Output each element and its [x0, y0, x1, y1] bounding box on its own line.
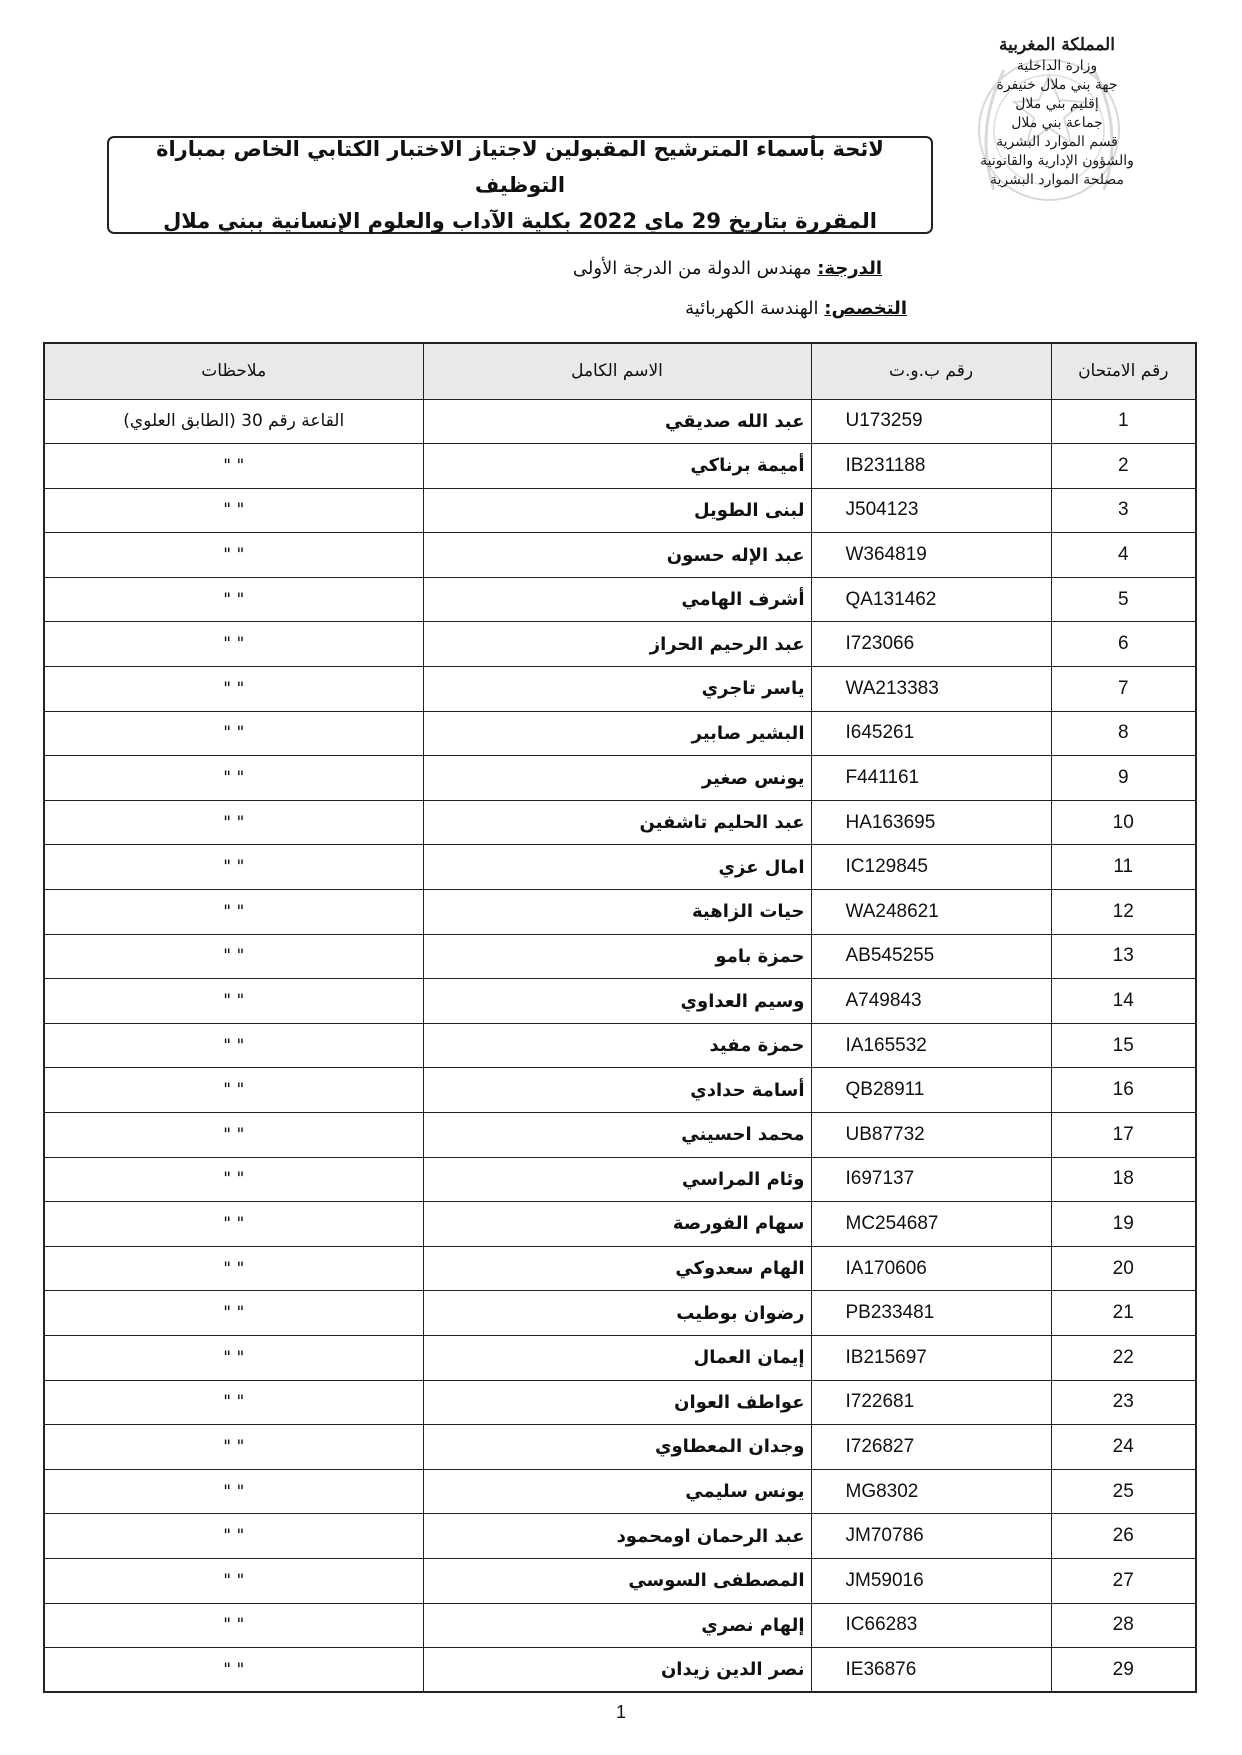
- cell-exam-number: 9: [1051, 756, 1196, 801]
- table-row: [44, 1514, 1196, 1559]
- header-line-province: إقليم بني ملال: [1015, 96, 1099, 112]
- cell-id-number: U173259: [811, 399, 1051, 444]
- cell-id-number: MC254687: [811, 1202, 1051, 1247]
- table-row: [44, 444, 1196, 489]
- header-line-region: جهة بني ملال خنيفرة: [996, 77, 1118, 93]
- cell-full-name: نصر الدين زيدان: [423, 1648, 811, 1693]
- cell-id-number: MG8302: [811, 1469, 1051, 1514]
- table-row: [44, 890, 1196, 935]
- cell-notes: " ": [44, 1425, 423, 1470]
- table-row: [44, 1291, 1196, 1336]
- cell-full-name: محمد احسيني: [423, 1113, 811, 1158]
- cell-exam-number: 5: [1051, 577, 1196, 622]
- cell-full-name: ياسر تاجري: [423, 667, 811, 712]
- cell-id-number: IE36876: [811, 1648, 1051, 1693]
- table-row: [44, 711, 1196, 756]
- cell-exam-number: 19: [1051, 1202, 1196, 1247]
- table-row: [44, 1648, 1196, 1693]
- table-row: [44, 1068, 1196, 1113]
- cell-full-name: يونس صغير: [423, 756, 811, 801]
- cell-exam-number: 24: [1051, 1425, 1196, 1470]
- cell-id-number: F441161: [811, 756, 1051, 801]
- cell-full-name: أميمة برناكي: [423, 444, 811, 489]
- cell-notes: " ": [44, 1648, 423, 1693]
- cell-notes: " ": [44, 1603, 423, 1648]
- table-row: [44, 1558, 1196, 1603]
- table-row: [44, 845, 1196, 890]
- table-row: [44, 399, 1196, 444]
- cell-notes: " ": [44, 1469, 423, 1514]
- cell-id-number: J504123: [811, 488, 1051, 533]
- header-line-ministry: وزارة الداخلية: [1016, 58, 1098, 74]
- cell-full-name: وسيم العداوي: [423, 979, 811, 1024]
- specialty-line: [685, 298, 907, 319]
- cell-exam-number: 26: [1051, 1514, 1196, 1559]
- cell-id-number: AB545255: [811, 934, 1051, 979]
- cell-notes: " ": [44, 622, 423, 667]
- table-row: [44, 1023, 1196, 1068]
- cell-notes: " ": [44, 1380, 423, 1425]
- cell-exam-number: 16: [1051, 1068, 1196, 1113]
- cell-full-name: رضوان بوطيب: [423, 1291, 811, 1336]
- title-line-1: لائحة بأسماء المترشيح المقبولين لاجتياز الاختبار الكتابي الخاص بمباراة التوظيف: [156, 137, 884, 197]
- cell-notes: " ": [44, 1023, 423, 1068]
- cell-exam-number: 12: [1051, 890, 1196, 935]
- header-line-division: قسم الموارد البشرية: [996, 134, 1118, 150]
- cell-exam-number: 4: [1051, 533, 1196, 578]
- cell-full-name: حمزة مفيد: [423, 1023, 811, 1068]
- table-row: [44, 667, 1196, 712]
- table-row: [44, 577, 1196, 622]
- document-title-box: [107, 136, 933, 234]
- table-row: [44, 488, 1196, 533]
- header-exam-number: رقم الامتحان: [1051, 343, 1196, 399]
- cell-id-number: QA131462: [811, 577, 1051, 622]
- cell-exam-number: 29: [1051, 1648, 1196, 1693]
- cell-notes: " ": [44, 1558, 423, 1603]
- cell-full-name: المصطفى السوسي: [423, 1558, 811, 1603]
- cell-full-name: عبد الرحمان اومحمود: [423, 1514, 811, 1559]
- table-body: [44, 399, 1196, 1692]
- table-row: [44, 756, 1196, 801]
- cell-notes: " ": [44, 1291, 423, 1336]
- page-number: 1: [615, 1702, 626, 1722]
- header-line-affairs: والشؤون الإدارية والقانونية: [980, 153, 1134, 169]
- cell-notes: " ": [44, 756, 423, 801]
- cell-full-name: حيات الزاهية: [423, 890, 811, 935]
- table-row: [44, 1157, 1196, 1202]
- cell-notes: " ": [44, 1202, 423, 1247]
- cell-exam-number: 11: [1051, 845, 1196, 890]
- table-row: [44, 533, 1196, 578]
- cell-full-name: عبد الله صديقي: [423, 399, 811, 444]
- cell-exam-number: 15: [1051, 1023, 1196, 1068]
- cell-notes: " ": [44, 1335, 423, 1380]
- cell-exam-number: 10: [1051, 800, 1196, 845]
- grade-value: مهندس الدولة من الدرجة الأولى: [572, 258, 812, 279]
- table-row: [44, 979, 1196, 1024]
- cell-id-number: IC129845: [811, 845, 1051, 890]
- table-row: [44, 934, 1196, 979]
- administrative-header: [942, 36, 1172, 190]
- cell-id-number: IA170606: [811, 1246, 1051, 1291]
- cell-exam-number: 14: [1051, 979, 1196, 1024]
- cell-exam-number: 7: [1051, 667, 1196, 712]
- cell-exam-number: 6: [1051, 622, 1196, 667]
- cell-exam-number: 25: [1051, 1469, 1196, 1514]
- cell-full-name: امال عزي: [423, 845, 811, 890]
- cell-notes: " ": [44, 711, 423, 756]
- table-row: [44, 1202, 1196, 1247]
- cell-exam-number: 8: [1051, 711, 1196, 756]
- cell-exam-number: 1: [1051, 399, 1196, 444]
- specialty-label: التخصص:: [824, 298, 907, 319]
- header-full-name: الاسم الكامل: [423, 343, 811, 399]
- cell-exam-number: 23: [1051, 1380, 1196, 1425]
- cell-notes: " ": [44, 845, 423, 890]
- cell-id-number: W364819: [811, 533, 1051, 578]
- cell-full-name: يونس سليمي: [423, 1469, 811, 1514]
- cell-full-name: عبد الرحيم الحراز: [423, 622, 811, 667]
- cell-id-number: WA213383: [811, 667, 1051, 712]
- table-row: [44, 1603, 1196, 1648]
- cell-notes: " ": [44, 577, 423, 622]
- cell-id-number: I697137: [811, 1157, 1051, 1202]
- cell-id-number: IB215697: [811, 1335, 1051, 1380]
- cell-id-number: IB231188: [811, 444, 1051, 489]
- cell-id-number: QB28911: [811, 1068, 1051, 1113]
- cell-notes: " ": [44, 1113, 423, 1158]
- cell-exam-number: 13: [1051, 934, 1196, 979]
- cell-id-number: JM70786: [811, 1514, 1051, 1559]
- cell-full-name: وئام المراسي: [423, 1157, 811, 1202]
- cell-full-name: سهام الفورصة: [423, 1202, 811, 1247]
- cell-full-name: عبد الإله حسون: [423, 533, 811, 578]
- cell-full-name: عبد الحليم تاشفين: [423, 800, 811, 845]
- specialty-value: الهندسة الكهربائية: [685, 298, 819, 319]
- cell-notes: " ": [44, 1514, 423, 1559]
- cell-exam-number: 21: [1051, 1291, 1196, 1336]
- table-row: [44, 1469, 1196, 1514]
- header-line-service: مصلحة الموارد البشرية: [989, 172, 1125, 188]
- cell-exam-number: 22: [1051, 1335, 1196, 1380]
- cell-id-number: PB233481: [811, 1291, 1051, 1336]
- cell-full-name: الهام سعدوكي: [423, 1246, 811, 1291]
- cell-id-number: IC66283: [811, 1603, 1051, 1648]
- cell-notes: " ": [44, 934, 423, 979]
- cell-id-number: I723066: [811, 622, 1051, 667]
- cell-full-name: البشير صابير: [423, 711, 811, 756]
- grade-label: الدرجة:: [817, 258, 882, 279]
- grade-line: [573, 258, 882, 279]
- cell-id-number: IA165532: [811, 1023, 1051, 1068]
- cell-id-number: I645261: [811, 711, 1051, 756]
- cell-notes: القاعة رقم 30 (الطابق العلوي): [44, 399, 423, 444]
- cell-notes: " ": [44, 1246, 423, 1291]
- table-row: [44, 1335, 1196, 1380]
- cell-id-number: A749843: [811, 979, 1051, 1024]
- cell-exam-number: 3: [1051, 488, 1196, 533]
- table-header-row: [44, 343, 1196, 399]
- table-row: [44, 1246, 1196, 1291]
- table-row: [44, 1113, 1196, 1158]
- cell-id-number: HA163695: [811, 800, 1051, 845]
- candidates-table: [43, 342, 1197, 1693]
- cell-id-number: I726827: [811, 1425, 1051, 1470]
- cell-notes: " ": [44, 533, 423, 578]
- cell-exam-number: 2: [1051, 444, 1196, 489]
- cell-id-number: I722681: [811, 1380, 1051, 1425]
- title-line-2: المقررة بتاريخ 29 ماي 2022 بكلية الآداب والعلوم الإنسانية ببني ملال: [163, 209, 877, 233]
- table-row: [44, 622, 1196, 667]
- cell-exam-number: 17: [1051, 1113, 1196, 1158]
- cell-exam-number: 28: [1051, 1603, 1196, 1648]
- cell-notes: " ": [44, 1068, 423, 1113]
- cell-notes: " ": [44, 890, 423, 935]
- kingdom-name: المملكة المغربية: [999, 35, 1115, 55]
- header-notes: ملاحظات: [44, 343, 423, 399]
- cell-notes: " ": [44, 800, 423, 845]
- table-row: [44, 1380, 1196, 1425]
- candidates-table-wrapper: [45, 342, 1197, 1693]
- cell-full-name: عواطف العوان: [423, 1380, 811, 1425]
- cell-notes: " ": [44, 979, 423, 1024]
- cell-exam-number: 20: [1051, 1246, 1196, 1291]
- cell-notes: " ": [44, 1157, 423, 1202]
- cell-full-name: إلهام نصري: [423, 1603, 811, 1648]
- cell-notes: " ": [44, 667, 423, 712]
- cell-notes: " ": [44, 488, 423, 533]
- cell-full-name: لبنى الطويل: [423, 488, 811, 533]
- table-row: [44, 1425, 1196, 1470]
- cell-exam-number: 27: [1051, 1558, 1196, 1603]
- cell-full-name: أسامة حدادي: [423, 1068, 811, 1113]
- cell-exam-number: 18: [1051, 1157, 1196, 1202]
- table-row: [44, 800, 1196, 845]
- cell-full-name: إيمان العمال: [423, 1335, 811, 1380]
- header-line-commune: جماعة بني ملال: [1011, 115, 1103, 131]
- cell-full-name: حمزة بامو: [423, 934, 811, 979]
- cell-full-name: أشرف الهامي: [423, 577, 811, 622]
- cell-id-number: WA248621: [811, 890, 1051, 935]
- cell-full-name: وجدان المعطاوي: [423, 1425, 811, 1470]
- cell-id-number: JM59016: [811, 1558, 1051, 1603]
- header-id-number: رقم ب.و.ت: [811, 343, 1051, 399]
- cell-id-number: UB87732: [811, 1113, 1051, 1158]
- cell-notes: " ": [44, 444, 423, 489]
